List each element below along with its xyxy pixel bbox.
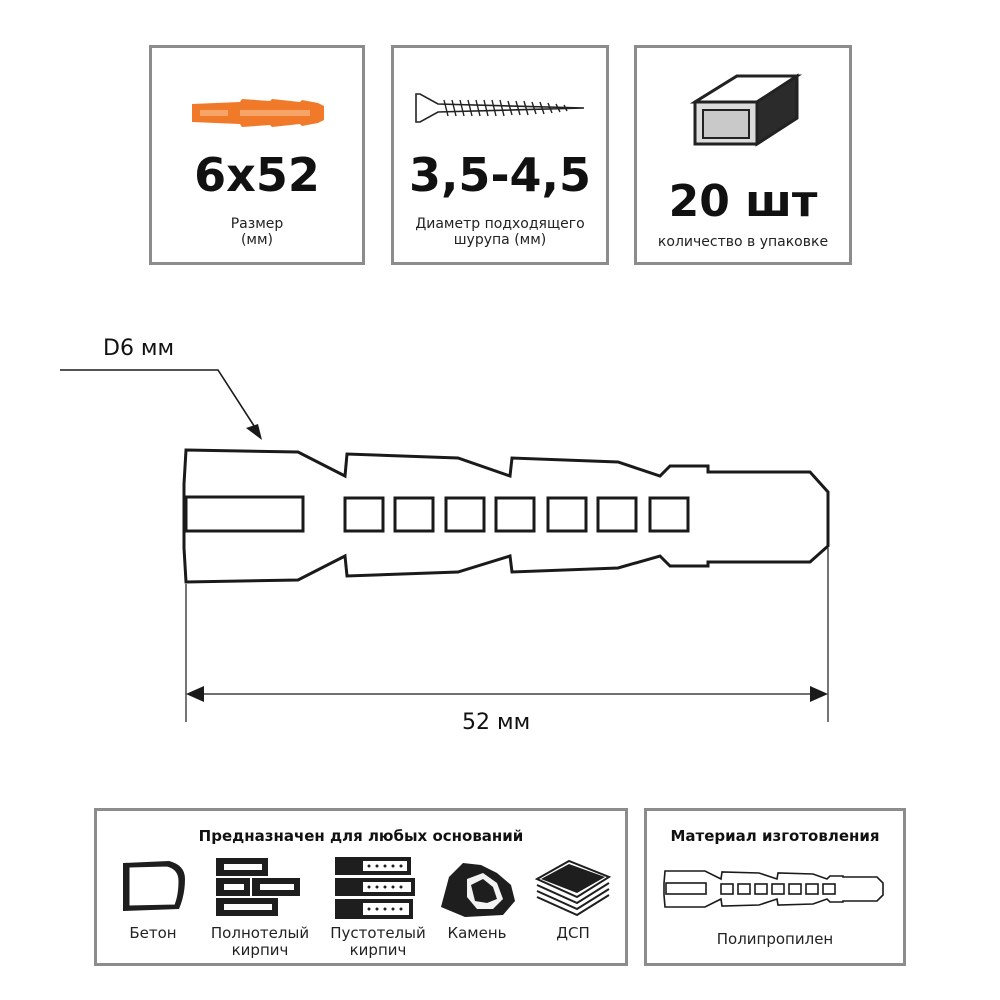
- size-card: [149, 45, 365, 265]
- dowel-window: [650, 498, 688, 531]
- diameter-leader-line: [60, 370, 258, 432]
- dowel-material-icon: [663, 863, 893, 913]
- bases-panel: [94, 808, 628, 966]
- diameter-arrowhead: [246, 424, 262, 440]
- dowel-window: [598, 498, 636, 531]
- package-box-icon: [687, 62, 807, 152]
- pack-card: [634, 45, 852, 265]
- length-arrow-left: [186, 686, 204, 702]
- material-value: Полипропилен: [716, 930, 834, 948]
- dowel-windows: [345, 498, 688, 531]
- screw-icon: [414, 90, 590, 126]
- pack-value: 20 шт: [668, 176, 818, 227]
- size-value: 6x52: [194, 148, 320, 202]
- base-label-stone: Камень: [447, 924, 507, 942]
- base-label-hollow-brick: Пустотелый кирпич: [330, 924, 426, 959]
- dowel-window: [395, 498, 433, 531]
- dowel-window: [345, 498, 383, 531]
- pack-caption: количество в упаковке: [657, 234, 829, 250]
- length-arrow-right: [810, 686, 828, 702]
- dowel-window: [548, 498, 586, 531]
- solid-brick-icon: [215, 855, 301, 919]
- screw-caption: Диаметр подходящего шурупа (мм): [415, 216, 585, 248]
- orange-dowel-icon: [190, 98, 330, 128]
- bases-title: Предназначен для любых оснований: [198, 827, 524, 845]
- dowel-drawing: [0, 320, 1000, 740]
- concrete-block-icon: [119, 855, 189, 917]
- base-label-chipboard: ДСП: [556, 924, 590, 942]
- dowel-window: [446, 498, 484, 531]
- diameter-label: D6 мм: [103, 336, 175, 361]
- length-label: 52 мм: [462, 710, 531, 735]
- stone-icon: [437, 857, 519, 921]
- base-label-concrete: Бетон: [129, 924, 177, 942]
- material-title: Материал изготовления: [670, 827, 880, 845]
- dowel-long-slot: [186, 497, 303, 531]
- base-label-solid-brick: Полнотелый кирпич: [210, 924, 310, 959]
- screw-card: [391, 45, 609, 265]
- dowel-window: [496, 498, 534, 531]
- hollow-brick-icon: [333, 855, 419, 921]
- size-caption: Размер (мм): [230, 216, 284, 248]
- screw-value: 3,5-4,5: [408, 148, 592, 202]
- material-panel: [644, 808, 906, 966]
- chipboard-icon: [533, 857, 613, 921]
